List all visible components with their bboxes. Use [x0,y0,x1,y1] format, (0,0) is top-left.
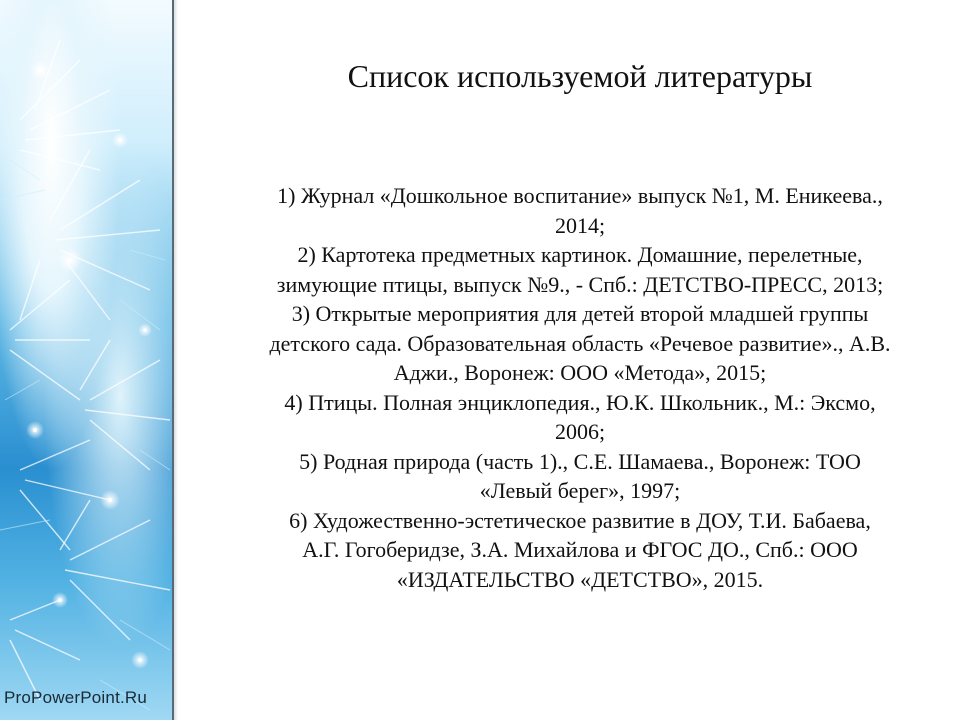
reference-line: детского сада. Образовательная область «Речевое развитие»., А.В. [269,330,891,356]
slide-title: Список используемой литературы [347,58,813,94]
reference-line: 3) Открытые мероприятия для детей второй младшей группы [291,301,869,326]
reference-list [196,181,960,594]
pine-needles-graphic [0,0,172,720]
reference-line: 2006; [554,419,606,444]
panel-divider-highlight [174,0,178,720]
reference-line: 1) Журнал «Дошкольное воспитание» выпуск №1, М. Еникеева., [277,183,883,208]
frosty-pine-image [0,0,172,720]
reference-line: А.Г. Гогоберидзе, З.А. Михайлова и ФГОС ДО., Спб.: ООО [302,537,858,562]
reference-line: 6) Художественно-эстетическое развитие в ДОУ, Т.И. Бабаева, [289,507,871,533]
reference-line: 5) Родная природа (часть 1)., С.Е. Шамаева., Воронеж: ТОО [299,448,861,474]
reference-line: Аджи., Воронеж: ООО «Метода», 2015; [393,360,767,385]
reference-line: 2) Картотека предметных картинок. Домашние, перелетные, [297,242,863,267]
reference-line: «Левый берег», 1997; [479,478,681,503]
reference-line: 4) Птицы. Полная энциклопедия., Ю.К. Школьник., М.: Эксмо, [284,389,876,415]
reference-line: «ИЗДАТЕЛЬСТВО «ДЕТСТВО», 2015. [396,566,764,592]
watermark-label: ProPowerPoint.Ru [4,688,148,707]
reference-line: зимующие птицы, выпуск №9., - Спб.: ДЕТСТВО-ПРЕСС, 2013; [276,271,884,297]
reference-line: 2014; [554,212,606,238]
